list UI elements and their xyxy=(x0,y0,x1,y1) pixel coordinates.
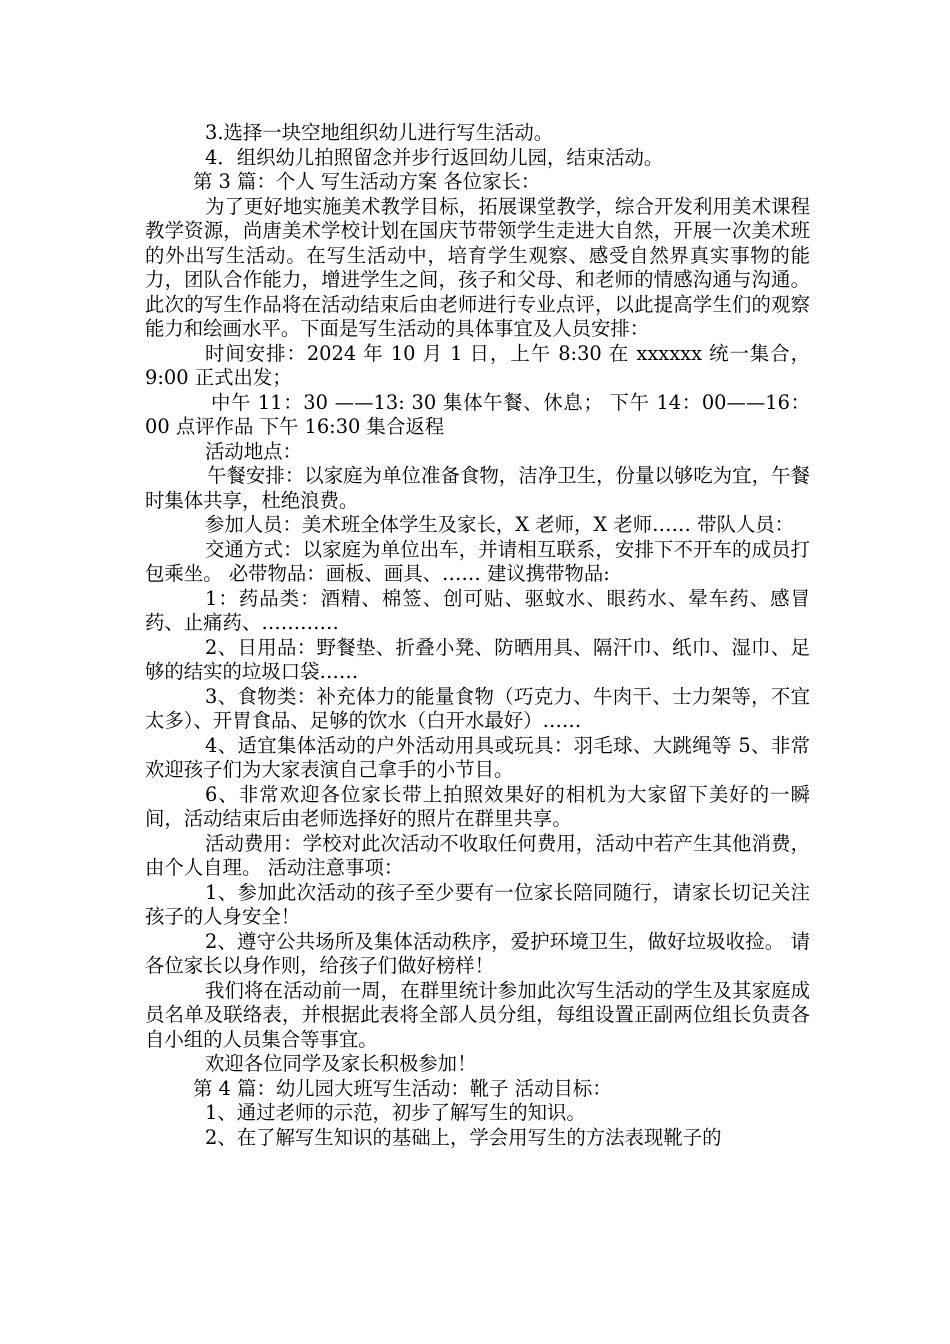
paragraph: 午餐安排：以家庭为单位准备食物，洁净卫生，份量以够吃为宜，午餐时集体共享，杜绝浪费。 xyxy=(145,464,810,512)
paragraph: 欢迎各位同学及家长积极参加！ xyxy=(205,1052,477,1075)
list-item: 6、非常欢迎各位家长带上拍照效果好的相机为大家留下美好的一瞬间，活动结束后由老师选择好的照片在群里共享。 xyxy=(145,782,810,830)
list-item: 4、适宜集体活动的户外活动用具或玩具：羽毛球、大跳绳等 5、非常欢迎孩子们为大家表演自己拿手的小节目。 xyxy=(145,733,810,781)
paragraph: 3.选择一块空地组织幼儿进行写生活动。 xyxy=(205,121,554,144)
section-heading: 第 3 篇：个人 写生活动方案 各位家长： xyxy=(193,170,541,193)
section-heading: 第 4 篇：幼儿园大班写生活动：靴子 活动目标： xyxy=(193,1076,612,1100)
document-body xyxy=(145,121,810,1150)
paragraph: 交通方式：以家庭为单位出车，并请相互联系，安排下不开车的成员打包乘坐。 必带物品：画板、画具、…… 建议携带物品: xyxy=(145,537,810,585)
list-item: 1：药品类：酒精、棉签、创可贴、驱蚊水、眼药水、晕车药、感冒药、止痛药、………… xyxy=(145,586,810,634)
list-item: 1、参加此次活动的孩子至少要有一位家长陪同随行，请家长切记关注孩子的人身安全！ xyxy=(145,880,810,928)
paragraph: 参加人员：美术班全体学生及家长，X 老师，X 老师…… 带队人员： xyxy=(205,513,795,536)
paragraph: 中午 11：30 ——13: 30 集体午餐、休息； 下午 14：00——16：00 点评作品 下午 16:30 集合返程 xyxy=(145,390,810,438)
list-item: 2、在了解写生知识的基础上，学会用写生的方法表现靴子的 xyxy=(205,1125,722,1149)
paragraph: 我们将在活动前一周，在群里统计参加此次写生活动的学生及其家庭成员名单及联络表，并根据此表将全部人员分组，每组设置正副两位组长负责各自小组的人员集合等事宜。 xyxy=(145,978,810,1051)
list-item: 2、遵守公共场所及集体活动秩序，爱护环境卫生，做好垃圾收捡。 请各位家长以身作则，给孩子们做好榜样！ xyxy=(145,929,810,977)
list-item: 2、日用品：野餐垫、折叠小凳、防晒用具、隔汗巾、纸巾、湿巾、足够的结实的垃圾口袋…… xyxy=(145,635,810,683)
paragraph: 4．组织幼儿拍照留念并步行返回幼儿园，结束活动。 xyxy=(205,145,664,169)
paragraph: 为了更好地实施美术教学目标，拓展课堂教学，综合开发利用美术课程教学资源，尚唐美术学校计划在国庆节带领学生走进大自然，开展一次美术班的外出写生活动。在写生活动中，培育学生观察、感受自然界真实事物的能力，团队合作能力，增进学生之间，孩子和父母、和老师的情感沟通与沟通。此次的写生作品将在活动结束后由老师进行专业点评，以此提高学生们的观察能力和绘画水平。下面是写生活动的具体事宜及人员安排： xyxy=(145,194,810,340)
paragraph: 活动费用：学校对此次活动不收取任何费用，活动中若产生其他消费，由个人自理。 活动注意事项： xyxy=(145,831,810,879)
paragraph: 活动地点： xyxy=(205,439,302,463)
paragraph: 时间安排：2024 年 10 月 1 日，上午 8:30 在 xxxxxx 统一集合，9:00 正式出发； xyxy=(145,341,810,389)
list-item: 3、食物类：补充体力的能量食物（巧克力、牛肉干、士力架等，不宜太多）、开胃食品、足够的饮水（白开水最好）…… xyxy=(145,684,810,732)
list-item: 1、通过老师的示范，初步了解写生的知识。 xyxy=(205,1101,586,1124)
